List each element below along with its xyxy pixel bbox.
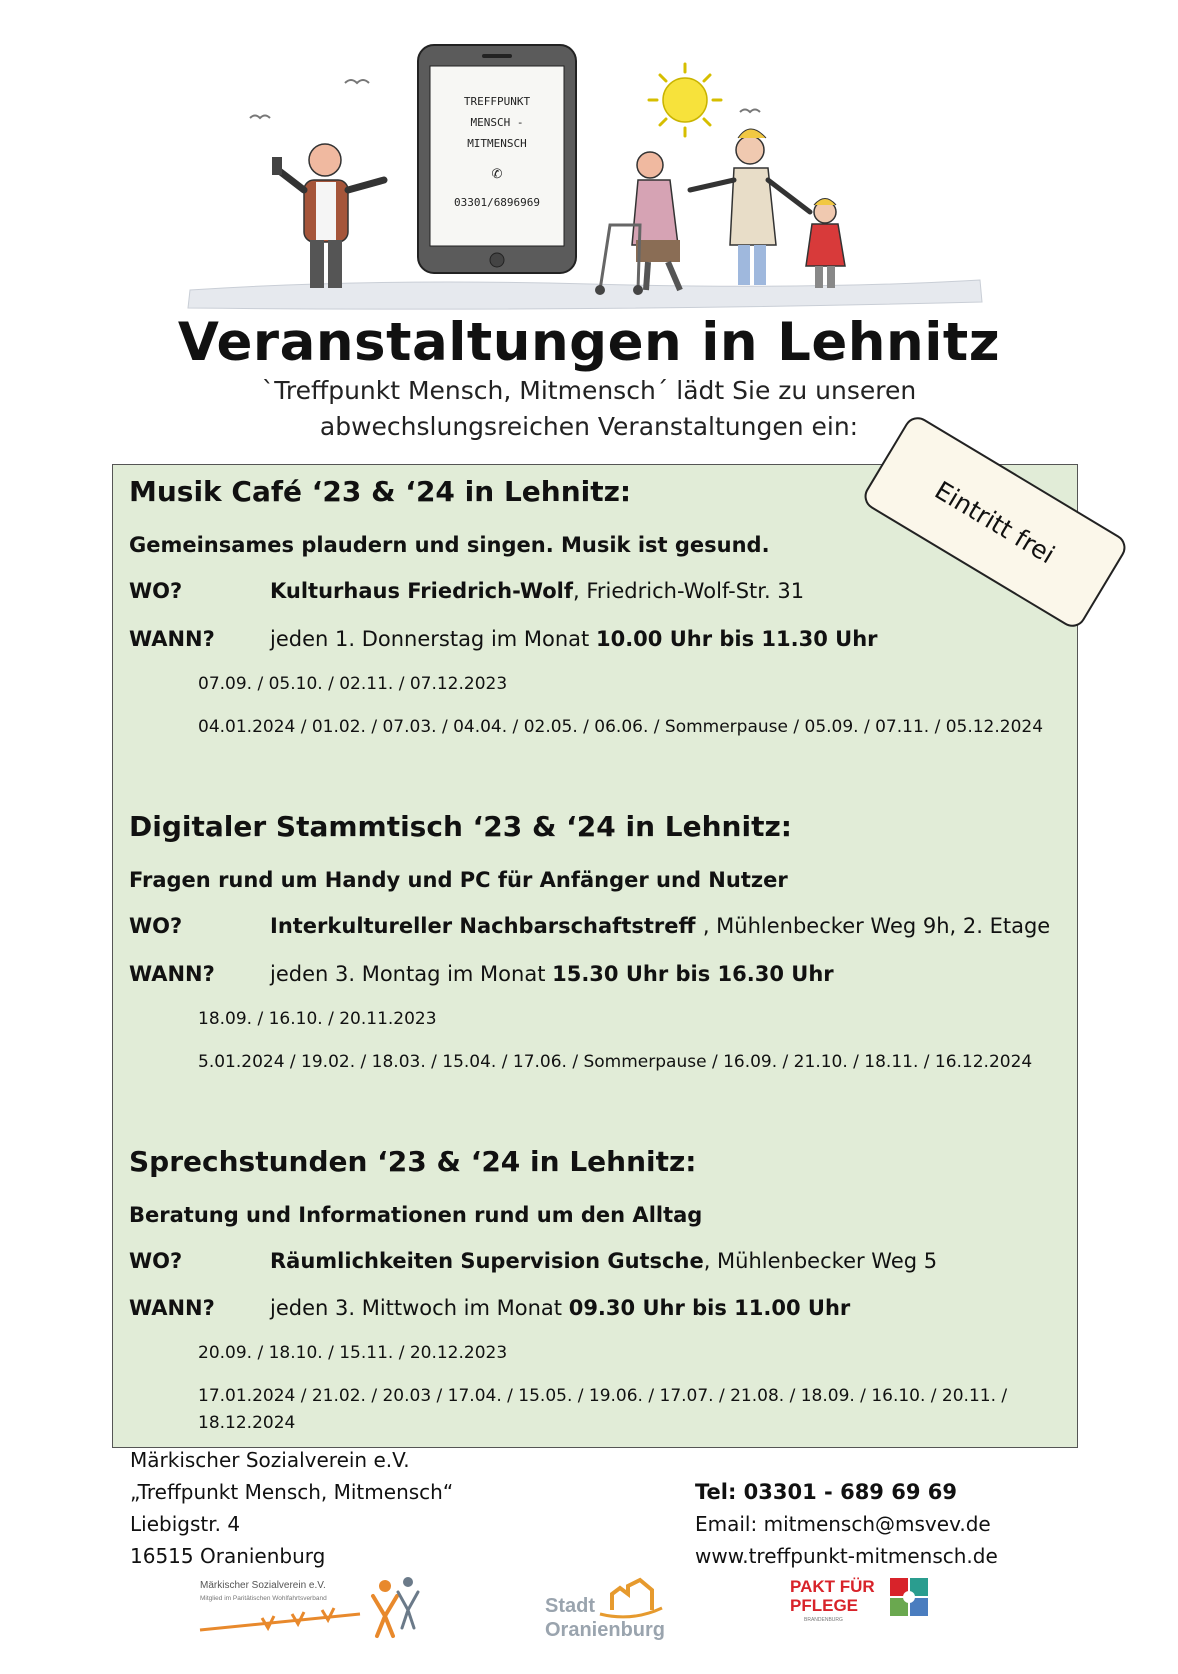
svg-text:BRANDENBURG: BRANDENBURG (804, 1617, 843, 1623)
svg-text:Oranienburg: Oranienburg (545, 1619, 666, 1641)
wann-label: WANN? (129, 627, 215, 651)
pakt-fuer-pflege-logo (790, 1577, 928, 1623)
phone-text-line1: TREFFPUNKT (463, 95, 531, 108)
footer-email[interactable]: Email: mitmensch@msvev.de (695, 1512, 991, 1536)
page-title: Veranstaltungen in Lehnitz (177, 312, 1001, 373)
phone-icon: ✆ (491, 167, 503, 182)
stadt-oranienburg-logo (545, 1580, 665, 1641)
phone-illustration (418, 45, 576, 273)
wo-place: Interkultureller Nachbarschaftstreff (270, 914, 703, 938)
logo-row (0, 1570, 1178, 1650)
phone-text-line2: MENSCH - (470, 116, 524, 129)
wann-time: 15.30 Uhr bis 16.30 Uhr (552, 962, 834, 986)
wann-value (270, 1296, 850, 1320)
wo-address: , Mühlenbecker Weg 9h, 2. Etage (702, 914, 1051, 938)
wo-address: , Mühlenbecker Weg 5 (703, 1249, 938, 1273)
old-woman-figure (595, 152, 680, 295)
hero-illustration (170, 40, 1000, 320)
wann-value (270, 627, 878, 651)
intro-line-2: abwechslungsreichen Veranstaltungen ein: (319, 412, 859, 441)
bird-icon (345, 80, 369, 83)
wo-place: Räumlichkeiten Supervision Gutsche (270, 1249, 704, 1273)
bird-icon (250, 116, 270, 119)
footer-org: Märkischer Sozialverein e.V. (130, 1448, 410, 1472)
svg-text:Stadt: Stadt (545, 1595, 595, 1617)
bird-icon (740, 110, 760, 113)
event-subtitle: Fragen rund um Handy und PC für Anfänger und Nutzer (129, 868, 788, 892)
dates-2024: 5.01.2024 / 19.02. / 18.03. / 15.04. / 17.06. / Sommerpause / 16.09. / 21.10. / 18.11. / 16.12.2024 (198, 1052, 1033, 1072)
sun-icon (649, 64, 721, 136)
footer-contact (695, 1476, 998, 1572)
event-subtitle: Gemeinsames plaudern und singen. Musik ist gesund. (129, 533, 770, 557)
wo-value (270, 579, 804, 603)
phone-text-line3: MITMENSCH (467, 137, 527, 150)
footer-web[interactable]: www.treffpunkt-mitmensch.de (695, 1544, 998, 1568)
wo-value (270, 914, 1050, 938)
footer-project: „Treffpunkt Mensch, Mitmensch“ (130, 1480, 454, 1504)
svg-text:PAKT FÜR: PAKT FÜR (790, 1577, 875, 1596)
svg-text:Mitglied im Paritätischen Wohl: Mitglied im Paritätischen Wohlfahrtsverband (200, 1595, 327, 1602)
wo-place: Kulturhaus Friedrich-Wolf (270, 579, 574, 603)
footer-city: 16515 Oranienburg (130, 1544, 326, 1568)
events-box (112, 464, 1078, 1448)
wo-label: WO? (129, 914, 183, 938)
event-heading: Sprechstunden ‘23 & ‘24 in Lehnitz: (129, 1145, 697, 1178)
dates-2024: 17.01.2024 / 21.02. / 20.03 / 17.04. / 15.05. / 19.06. / 17.07. / 21.08. / 18.09. / 16.10. / 20.11. / 18.12.2024 (198, 1386, 1008, 1433)
svg-text:Märkischer Sozialverein e.V.: Märkischer Sozialverein e.V. (200, 1580, 326, 1591)
dates-2023: 18.09. / 16.10. / 20.11.2023 (198, 1009, 437, 1029)
woman-figure (690, 129, 810, 285)
event-heading: Musik Café ‘23 & ‘24 in Lehnitz: (129, 475, 632, 508)
wo-value (270, 1249, 937, 1273)
dates-2023: 07.09. / 05.10. / 02.11. / 07.12.2023 (198, 674, 508, 694)
wann-text: jeden 1. Donnerstag im Monat (270, 627, 596, 651)
event-subtitle: Beratung und Informationen rund um den Alltag (129, 1203, 703, 1227)
wann-text: jeden 3. Mittwoch im Monat (270, 1296, 569, 1320)
event-heading: Digitaler Stammtisch ‘23 & ‘24 in Lehnitz: (129, 810, 792, 843)
wo-label: WO? (129, 579, 183, 603)
footer-tel: Tel: 03301 - 689 69 69 (695, 1480, 957, 1504)
footer-street: Liebigstr. 4 (130, 1512, 241, 1536)
svg-text:PFLEGE: PFLEGE (790, 1596, 859, 1615)
phone-text-number: 03301/6896969 (453, 196, 541, 209)
wo-label: WO? (129, 1249, 183, 1273)
dates-2023: 20.09. / 18.10. / 15.11. / 20.12.2023 (198, 1343, 508, 1363)
wann-time: 10.00 Uhr bis 11.30 Uhr (595, 627, 878, 651)
intro-line-1: `Treffpunkt Mensch, Mitmensch´ lädt Sie zu unseren (261, 376, 917, 405)
wann-label: WANN? (129, 962, 215, 986)
wann-text: jeden 3. Montag im Monat (270, 962, 553, 986)
wann-time: 09.30 Uhr bis 11.00 Uhr (568, 1296, 851, 1320)
wann-value (270, 962, 834, 986)
wann-label: WANN? (129, 1296, 215, 1320)
footer-address (130, 1444, 453, 1572)
wo-address: , Friedrich-Wolf-Str. 31 (573, 579, 805, 603)
dates-2024: 04.01.2024 / 01.02. / 07.03. / 04.04. / 02.05. / 06.06. / Sommerpause / 05.09. / 07.11. / 05.12.2024 (198, 717, 1044, 737)
free-entry-badge: Eintritt frei (859, 412, 1130, 632)
man-figure (272, 144, 384, 288)
msv-logo (200, 1577, 418, 1636)
